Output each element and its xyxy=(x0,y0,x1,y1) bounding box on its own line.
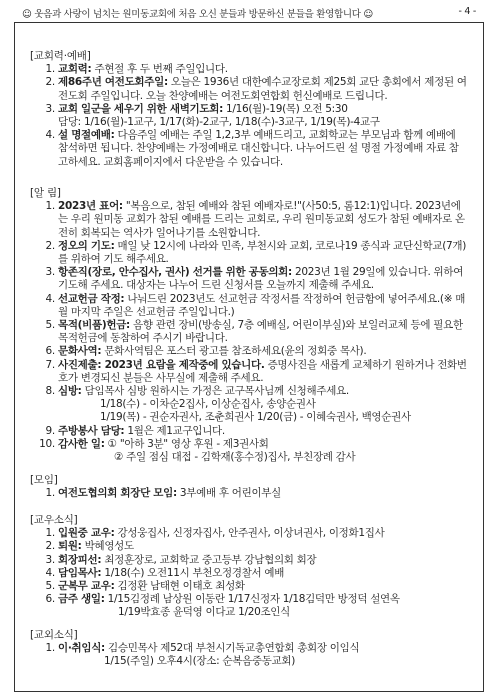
list-item: 2. 제86주년 여전도회주일: 오늘은 1936년 대한예수교장로회 제25회 교단 총회에서 제정된 여전도회 주일입니다. 오늘 찬양예배는 여전도회연합회 헌신예배로 드립니다. xyxy=(58,76,468,102)
list-item: 1. 여전도협의회 회장단 모임: 3부예배 후 어린이부실 xyxy=(58,487,468,500)
section-title: [교외소식] xyxy=(30,629,78,641)
section-title: [모임] xyxy=(30,474,58,486)
list-item: 4. 설 명절예배: 다음주일 예배는 주일 1,2,3부 예배드리고, 교회학교는 부모님과 함께 예배에 참석하면 됩니다. 찬양예배는 가정예배로 대신합니다. 나누어드린 설 명절 가정예배 자료 참고하세요. 교회홈페이지에서 다운받을 수 있습니다. xyxy=(58,129,468,169)
list-item: 8. 심방: 담임목사 심방 원하시는 가정은 교구목사님께 신청해주세요. 1/18(수) - 이차순2집사, 이상순집사, 송양순권사 1/19(목) - 권순자권사, 조춘희권사 1/20(금) - 이혜숙권사, 백영순권사 xyxy=(58,385,468,425)
list-item: 6. 금주 생일: 1/15김정례 남상원 이동란 1/17신정자 1/18김덕만 방정덕 설연옥 1/19박효종 윤덕영 이다교 1/20조인식 xyxy=(58,593,468,619)
section-title: [알 림] xyxy=(30,187,61,199)
list-item: 10. 감사한 일: ① "아하 3분" 영상 후원 - 제3권사회 ② 주일 점심 대접 - 김학재(홍수정)집사, 부친장례 감사 xyxy=(58,438,468,464)
list-item: 1. 입원중 교우: 강성웅집사, 신정자집사, 안주권사, 이상녀권사, 이정화1집사 xyxy=(58,527,468,540)
header-title: ☺ 웃음과 사랑이 넘치는 원미동교회에 처음 오신 분들과 방문하신 분들을 환영합니다 ☺ xyxy=(22,9,373,20)
list-item: 2. 퇴원: 박혜영성도 xyxy=(58,540,468,553)
church-calendar-section xyxy=(30,50,468,169)
section-title: [교회력·예배] xyxy=(30,50,91,62)
list-item: 5. 군복무 교우: 김정환 남태현 이태호 최성화 xyxy=(58,580,468,593)
list-item: 4. 담임목사: 1/18(수) 오전11시 부천오정경찰서 예배 xyxy=(58,567,468,580)
page-header xyxy=(14,4,484,20)
inter-church-news-section xyxy=(30,629,468,669)
section-title: [교우소식] xyxy=(30,514,78,526)
announcements-section xyxy=(30,187,468,464)
list-item: 9. 주방봉사 담당: 1월은 제1교구입니다. xyxy=(58,425,468,438)
list-item: 6. 문화사역: 문화사역팀은 포스터 광고를 참조하세요(윤의 정회중 목사). xyxy=(58,345,468,358)
members-news-section xyxy=(30,514,468,620)
list-item: 1. 2023년 표어: "복음으로, 참된 예배와 참된 예배자로!"(사50:5, 롬12:1)입니다. 2023년에는 우리 원미동 교회가 참된 예배를 드리는 교회로, 우리 원미동교회 성도가 참된 예배자로 온전히 회복되는 역사가 일어나기를 소원합니다. xyxy=(58,200,468,240)
list-item: 7. 사진제출: 2023년 요람을 제작중에 있습니다. 증명사진을 새롭게 교체하기 원하거나 전화번호가 변경되신 분들은 사무실에 제출해 주세요. xyxy=(58,359,468,385)
list-item: 3. 항존직(장로, 안수집사, 권사) 선거를 위한 공동의회: 2023년 1월 29일에 있습니다. 위하여 기도해 주세요. 대상자는 나누어 드린 신청서를 오늘까지 제출해 주세요. xyxy=(58,266,468,292)
page-number: - 4 - xyxy=(458,6,476,17)
list-item: 3. 교회 일군을 세우기 위한 새벽기도회: 1/16(월)-19(목) 오전 5:30 담당: 1/16(월)-1교구, 1/17(화)-2교구, 1/18(수)-3교구, 1/19(목)-4교구 xyxy=(58,103,468,129)
list-item: 5. 목적(비품)헌금: 음향 관련 장비(방송실, 7층 예배실, 어린이부실)와 보일러교체 등에 필요한 목적헌금에 동참하여 주시기 바랍니다. xyxy=(58,319,468,345)
list-item: 4. 선교헌금 작정: 나눠드린 2023년도 선교헌금 작정서를 작정하여 헌금함에 넣어주세요.(※ 매월 마지막 주일은 선교헌금 주일입니다.) xyxy=(58,293,468,319)
list-item: 3. 회장피선: 최정훈장로, 교회학교 중고등부 강남협의회 회장 xyxy=(58,554,468,567)
meetings-section xyxy=(30,474,468,500)
list-item: 1. 이·취임식: 김승민목사 제52대 부천시기독교총연합회 총회장 이임식 1/15(주일) 오후4시(장소: 순복음중동교회) xyxy=(58,642,468,668)
list-item: 1. 교회력: 주현절 후 두 번째 주일입니다. xyxy=(58,63,468,76)
list-item: 2. 정오의 기도: 매일 낮 12시에 나라와 민족, 부천시와 교회, 코로나19 종식과 교단신학교(7개)를 위하여 기도 해주세요. xyxy=(58,240,468,266)
